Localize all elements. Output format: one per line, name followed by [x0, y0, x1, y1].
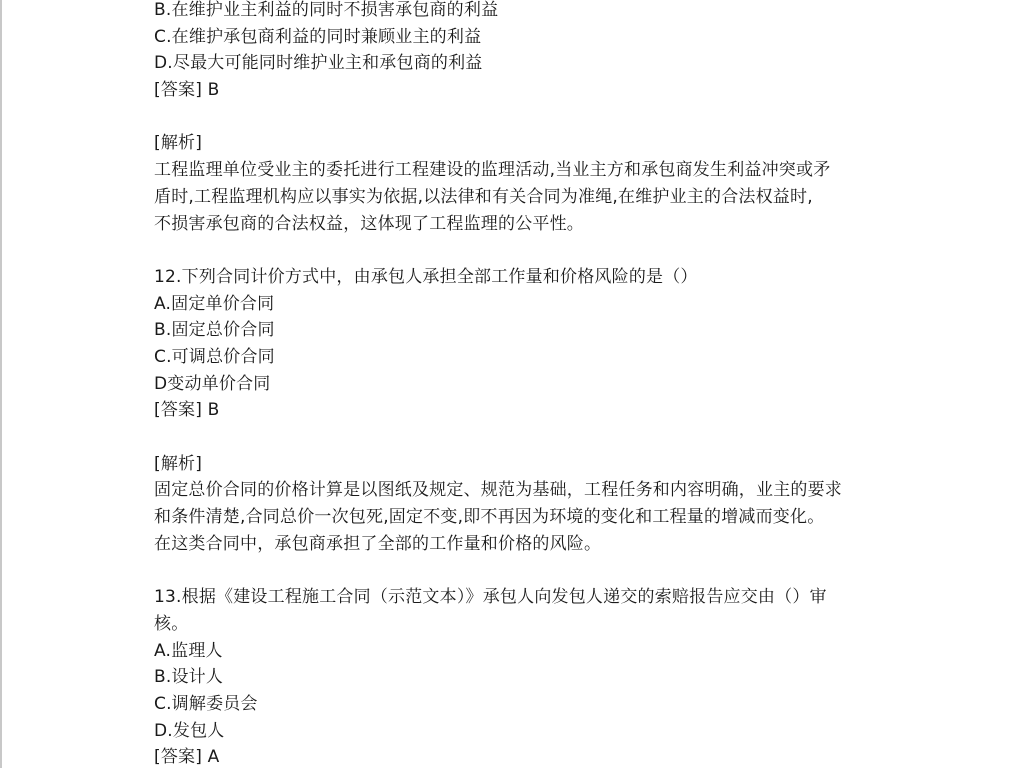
document-body: [154, 0, 874, 771]
q13-option-d: D.发包人: [154, 720, 225, 741]
q11-answer: [答案] B: [154, 80, 220, 101]
question-11-block: [154, 0, 874, 237]
spacer: [154, 557, 874, 584]
q11-option-c: C.在维护承包商利益的同时兼顾业主的利益: [154, 26, 482, 47]
spacer: [154, 104, 874, 131]
q13-answer: [答案] A: [154, 747, 220, 768]
q12-option-d: D变动单价合同: [154, 373, 271, 394]
q13-question: 13.根据《建设工程施工合同（示范文本）》承包人向发包人递交的索赔报告应交由（）审: [154, 587, 827, 608]
q12-analysis-line: 和条件清楚,合同总价一次包死,固定不变,即不再因为环境的变化和工程量的增减而变化。: [154, 507, 825, 528]
q12-analysis-line: 固定总价合同的价格计算是以图纸及规定、规范为基础，工程任务和内容明确，业主的要求: [154, 480, 842, 501]
q11-analysis-line: 工程监理单位受业主的委托进行工程建设的监理活动,当业主方和承包商发生利益冲突或矛: [154, 160, 831, 181]
q12-option-b: B.固定总价合同: [154, 320, 275, 341]
spacer: [154, 237, 874, 264]
q11-analysis-line: 不损害承包商的合法权益，这体现了工程监理的公平性。: [154, 213, 584, 234]
q13-option-b: B.设计人: [154, 667, 224, 688]
q13-option-a: A.监理人: [154, 640, 223, 661]
page-left-edge: [0, 0, 2, 768]
question-12-block: [154, 264, 874, 558]
q13-option-c: C.调解委员会: [154, 693, 258, 714]
q13-question-cont: 核。: [154, 613, 189, 634]
q12-answer: [答案] B: [154, 400, 220, 421]
question-13-block: [154, 584, 874, 771]
q12-option-c: C.可调总价合同: [154, 346, 275, 367]
spacer: [154, 424, 874, 451]
q12-option-a: A.固定单价合同: [154, 293, 275, 314]
q11-analysis-line: 盾时,工程监理机构应以事实为依据,以法律和有关合同为准绳,在维护业主的合法权益时,: [154, 186, 813, 207]
q12-analysis-line: 在这类合同中，承包商承担了全部的工作量和价格的风险。: [154, 533, 602, 554]
q12-question: 12.下列合同计价方式中，由承包人承担全部工作量和价格风险的是（）: [154, 266, 698, 287]
q12-analysis-label: [解析]: [154, 453, 203, 474]
q11-option-d: D.尽最大可能同时维护业主和承包商的利益: [154, 53, 483, 74]
q11-option-b: B.在维护业主利益的同时不损害承包商的利益: [154, 0, 499, 20]
q11-analysis-label: [解析]: [154, 133, 203, 154]
